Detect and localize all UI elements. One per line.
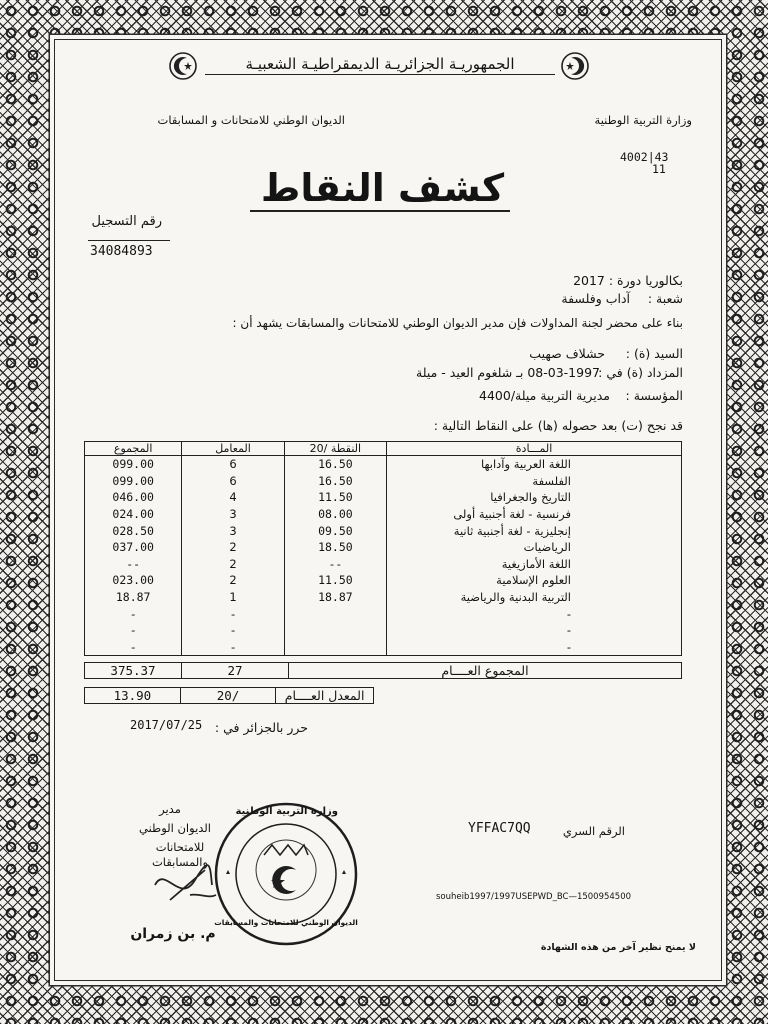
average-scale: /20 bbox=[180, 688, 275, 704]
table-row bbox=[85, 572, 682, 589]
table-row bbox=[85, 489, 682, 506]
emblem-left-icon bbox=[168, 51, 198, 81]
branch-label: شعبة : bbox=[647, 291, 683, 306]
table-row bbox=[85, 605, 682, 622]
row-mark: 18.50 bbox=[284, 539, 386, 556]
row-coef: 1 bbox=[182, 589, 284, 606]
row-total: 18.87 bbox=[85, 589, 182, 606]
row-mark bbox=[284, 605, 386, 622]
ministry-name: وزارة التربية الوطنية bbox=[594, 113, 692, 127]
grand-total-label: المجموع العــــام bbox=[289, 663, 682, 679]
row-subject: التربية البدنية والرياضية bbox=[387, 589, 682, 606]
deliberation-statement: بناء على محضر لجنة المداولات فإن مدير الديوان الوطني للامتحانات والمسابقات يشهد أن : bbox=[232, 316, 683, 330]
institution-value: مديرية التربية ميلة/4400 bbox=[479, 388, 610, 403]
row-coef: - bbox=[182, 639, 284, 656]
average-label: المعدل العــــام bbox=[276, 688, 374, 704]
row-coef: 4 bbox=[182, 489, 284, 506]
footer-note: لا يمنح نظير آخر من هذه الشهادة bbox=[540, 942, 696, 953]
row-mark: 08.00 bbox=[284, 506, 386, 523]
barcode-text: souheib1997/1997USEPWD_BC—1500954500 bbox=[436, 892, 632, 902]
issued-date: 2017/07/25 bbox=[130, 718, 203, 732]
signature-title-2: الديوان الوطني bbox=[138, 821, 212, 835]
row-mark: 09.50 bbox=[284, 522, 386, 539]
row-subject: - bbox=[387, 605, 682, 622]
row-total: - bbox=[85, 639, 182, 656]
table-row bbox=[85, 556, 682, 573]
reference-number: 4002|43 bbox=[620, 150, 669, 164]
director-name: م. بن زمران bbox=[130, 926, 216, 942]
row-total: 099.00 bbox=[85, 473, 182, 490]
grand-total-value: 375.37 bbox=[85, 663, 182, 679]
table-row bbox=[85, 522, 682, 539]
row-mark: 16.50 bbox=[284, 473, 386, 490]
row-coef: 6 bbox=[182, 473, 284, 490]
row-subject: اللغة العربية وآدابها bbox=[387, 456, 682, 473]
signature-title-4: والمسابقات bbox=[151, 855, 208, 869]
institution-label: المؤسسة : bbox=[625, 388, 683, 403]
table-row bbox=[85, 589, 682, 606]
office-name: الديوان الوطني للامتحانات و المسابقات bbox=[157, 113, 345, 127]
title-underline bbox=[250, 210, 510, 212]
row-subject: - bbox=[387, 622, 682, 639]
emblem-right-icon bbox=[560, 51, 590, 81]
issued-label: حرر بالجزائر في : bbox=[214, 720, 308, 735]
row-coef: - bbox=[182, 605, 284, 622]
row-total: 046.00 bbox=[85, 489, 182, 506]
average-value: 13.90 bbox=[85, 688, 181, 704]
row-mark: 11.50 bbox=[284, 489, 386, 506]
table-row bbox=[85, 539, 682, 556]
row-coef: - bbox=[182, 622, 284, 639]
row-subject: اللغة الأمازيغية bbox=[387, 556, 682, 573]
row-subject: - bbox=[387, 639, 682, 656]
row-total: 023.00 bbox=[85, 572, 182, 589]
grades-table-header bbox=[85, 442, 682, 456]
stamp-text-top: وزارة التربية الوطنية bbox=[235, 806, 338, 817]
row-mark: -- bbox=[284, 556, 386, 573]
row-coef: 3 bbox=[182, 522, 284, 539]
row-total: 028.50 bbox=[85, 522, 182, 539]
row-subject: الرياضيات bbox=[387, 539, 682, 556]
grand-total-coef: 27 bbox=[182, 663, 289, 679]
row-subject: الفلسفة bbox=[387, 473, 682, 490]
signature-title-3: للامتحانات bbox=[155, 840, 205, 854]
grand-total-row bbox=[84, 662, 682, 679]
row-coef: 3 bbox=[182, 506, 284, 523]
row-total: -- bbox=[85, 556, 182, 573]
row-mark: 18.87 bbox=[284, 589, 386, 606]
row-total: 099.00 bbox=[85, 456, 182, 473]
exam-session: بكالوريا دورة : 2017 bbox=[573, 273, 683, 288]
pass-statement: قد نجح (ت) بعد حصوله (ها) على النقاط التالية : bbox=[433, 418, 683, 433]
table-row bbox=[85, 456, 682, 473]
row-coef: 6 bbox=[182, 456, 284, 473]
row-coef: 2 bbox=[182, 572, 284, 589]
branch-value: آداب وفلسفة bbox=[561, 291, 630, 306]
row-subject: فرنسية - لغة أجنبية أولى bbox=[387, 506, 682, 523]
handwritten-signature bbox=[150, 855, 220, 915]
candidate-name-label: السيد (ة) : bbox=[625, 346, 683, 361]
row-coef: 2 bbox=[182, 556, 284, 573]
row-mark: 16.50 bbox=[284, 456, 386, 473]
general-average-row bbox=[84, 687, 374, 704]
birth-label: المزداد (ة) في : bbox=[598, 365, 683, 380]
row-total: 037.00 bbox=[85, 539, 182, 556]
header-total: المجموع bbox=[85, 442, 182, 456]
header-coef: المعامل bbox=[182, 442, 284, 456]
registration-rule bbox=[88, 240, 170, 241]
row-subject: العلوم الإسلامية bbox=[387, 572, 682, 589]
table-row bbox=[85, 473, 682, 490]
header-mark: النقطة /20 bbox=[284, 442, 386, 456]
row-total: - bbox=[85, 605, 182, 622]
birth-value: 08-03-1997 بـ شلغوم العيد - ميلة bbox=[416, 365, 600, 380]
page-title: كشف النقاط bbox=[260, 166, 505, 210]
grades-table bbox=[84, 441, 682, 656]
row-mark bbox=[284, 639, 386, 656]
table-row bbox=[85, 639, 682, 656]
row-subject: إنجليزية - لغة أجنبية ثانية bbox=[387, 522, 682, 539]
row-total: 024.00 bbox=[85, 506, 182, 523]
signature-title-1: مدير bbox=[159, 802, 181, 816]
registration-label: رقم التسجيل bbox=[91, 214, 162, 229]
registration-number: 34084893 bbox=[90, 244, 153, 259]
table-row bbox=[85, 506, 682, 523]
reference-sub: 11 bbox=[652, 162, 666, 176]
secret-number-label: الرقم السري bbox=[562, 824, 625, 838]
row-mark bbox=[284, 622, 386, 639]
candidate-name: حشلاف صهيب bbox=[529, 346, 605, 361]
row-total: - bbox=[85, 622, 182, 639]
row-coef: 2 bbox=[182, 539, 284, 556]
republic-header: الجمهوريـة الجزائريـة الديمقراطيـة الشعبيـة bbox=[205, 55, 555, 75]
row-mark: 11.50 bbox=[284, 572, 386, 589]
table-row bbox=[85, 622, 682, 639]
header-subject: المـــادة bbox=[387, 442, 682, 456]
stamp-text-bottom: الديوان الوطني للامتحانات والمسابقات bbox=[214, 918, 358, 927]
secret-number: YFFAC7QQ bbox=[468, 821, 531, 836]
row-subject: التاريخ والجغرافيا bbox=[387, 489, 682, 506]
